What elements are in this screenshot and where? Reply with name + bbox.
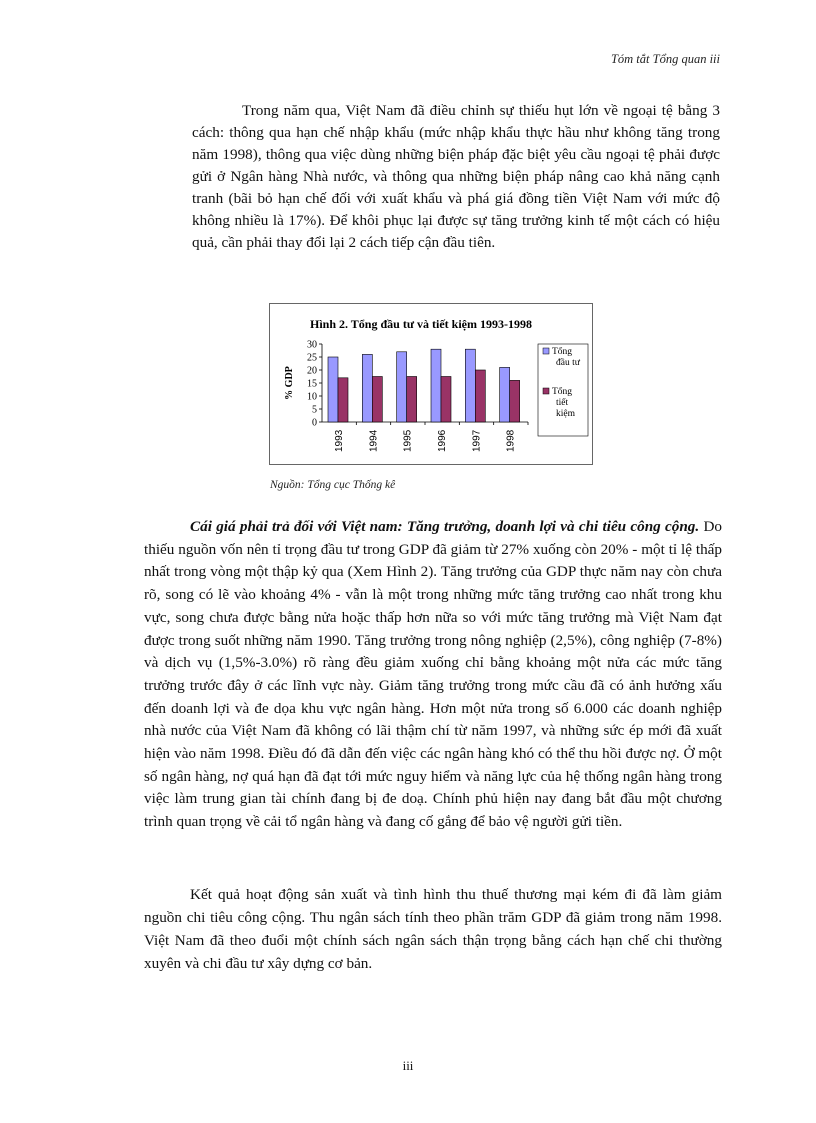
legend-swatch-savings: [543, 388, 549, 394]
x-tick-label: 1995: [402, 429, 414, 452]
figure-source-note: Nguồn: Tổng cục Thống kê: [270, 479, 396, 491]
bar-investment-1996: [431, 349, 441, 422]
x-tick-label: 1994: [368, 429, 380, 452]
y-tick-label: 30: [307, 339, 317, 351]
x-tick-label: 1998: [505, 429, 517, 452]
paragraph-foreign-exchange: Trong năm qua, Việt Nam đã điều chỉnh sự thiếu hụt lớn về ngoại tệ bằng 3 cách: thông qua hạn chế nhập khẩu (mức nhập khẩu thực hầu như không tăng trong năm 1998), thông qua việc dùng những biện pháp đặc biệt yêu cầu ngoại tệ phải được gửi ở Ngân hàng Nhà nước, và thông qua những biện pháp nâng cao khả năng cạnh tranh (bãi bỏ hạn chế đối với xuất khẩu và phá giá đồng tiền Việt Nam với mức độ không nhiều là 17%). Để khôi phục lại được sự tăng trưởng kinh tế một cách có hiệu quả, cần phải thay đổi lại 2 cách tiếp cận đầu tiên.: [192, 102, 720, 251]
y-axis-label: % GDP: [284, 366, 295, 400]
y-tick-label: 0: [312, 417, 317, 429]
x-tick-label: 1993: [334, 429, 345, 452]
paragraph-cost-body: Do thiếu nguồn vốn nên tỉ trọng đầu tư trong GDP đã giảm từ 27% xuống còn 20% - một tỉ lệ thấp nhất trong vòng một thập kỷ qua (Xem Hình 2). Tăng trưởng của GDP thực năm nay còn chưa rõ, song có lẽ vào khoảng 4% - vẫn là một trong những mức tăng trưởng cao nhất trong khu vực, song chưa được bằng nửa hoặc thấp hơn nữa so với mức tăng trưởng mà Việt Nam đạt được trong suốt những năm 1990. Tăng trưởng trong nông nghiệp (2,5%), công nghiệp (7-8%) và dịch vụ (1,5%-3.0%) rõ ràng đều giảm xuống chỉ bằng khoảng một nửa các mức tăng trưởng trước đây ở các lĩnh vực này. Giảm tăng trưởng trong mức cầu đã có ảnh hưởng xấu đến doanh lợi và đe dọa khu vực ngân hàng. Hơn một nửa trong số 6.000 các doanh nghiệp nhà nước của Việt Nam đã không có lãi thậm chí từ năm 1997, và những sức ép mới đã xuất hiện vào năm 1998. Điều đó đã dẫn đến việc các ngân hàng khó có thể thu hồi được nợ. Ở một số ngân hàng, nợ quá hạn đã đạt tới mức nguy hiểm và năng lực của hệ thống ngân hàng trong việc làm trung gian tài chính đang bị đe doạ. Chính phủ hiện nay đang bắt đầu một chương trình quan trọng về cải tổ ngân hàng và đang cố gắng để bảo vệ người gửi tiền.: [144, 518, 723, 831]
bar-savings-1994: [372, 377, 382, 423]
page-number: iii: [402, 1058, 414, 1073]
chart-svg: [270, 304, 592, 464]
figure-2-chart: [269, 303, 593, 465]
legend-label-line: đầu tư: [556, 358, 580, 368]
bar-investment-1997: [465, 349, 475, 422]
bar-savings-1993: [338, 378, 348, 422]
legend-label-line: Tổng: [552, 387, 573, 397]
legend-swatch-investment: [543, 348, 549, 354]
bar-savings-1995: [407, 377, 417, 423]
paragraph-cost-to-vietnam: [144, 516, 722, 834]
bar-savings-1998: [510, 380, 520, 422]
x-tick-label: 1997: [471, 429, 483, 452]
y-tick-label: 15: [307, 378, 317, 390]
bar-savings-1996: [441, 377, 451, 423]
y-tick-label: 20: [307, 365, 317, 377]
x-tick-label: 1996: [437, 429, 448, 452]
legend-label-line: Tổng: [552, 347, 573, 357]
y-tick-label: 10: [307, 391, 317, 403]
bar-investment-1994: [362, 354, 372, 422]
y-tick-label: 5: [312, 404, 317, 416]
running-header: Tóm tắt Tổng quan iii: [610, 52, 720, 66]
bar-investment-1998: [500, 367, 510, 422]
bar-investment-1993: [328, 357, 338, 422]
section-title-cost-to-vietnam: Cái giá phải trả đối với Việt nam: Tăng trưởng, doanh lợi và chi tiêu công cộng.: [190, 518, 700, 535]
paragraph-public-spending: Kết quả hoạt động sản xuất và tình hình thu thuế thương mại kém đi đã làm giảm nguồn chi tiêu công cộng. Thu ngân sách tính theo phần trăm GDP đã giảm trong năm 1998. Việt Nam đã theo đuổi một chính sách ngân sách thận trọng bằng cách hạn chế chi thường xuyên và chi đầu tư xây dựng cơ bản.: [144, 886, 722, 972]
legend-label-line: kiệm: [556, 409, 575, 419]
chart-title: Hình 2. Tổng đầu tư và tiết kiệm 1993-1998: [310, 317, 532, 331]
bar-investment-1995: [397, 352, 407, 422]
bar-savings-1997: [475, 370, 485, 422]
y-tick-label: 25: [307, 352, 317, 364]
legend-label-line: tiết: [556, 398, 569, 408]
